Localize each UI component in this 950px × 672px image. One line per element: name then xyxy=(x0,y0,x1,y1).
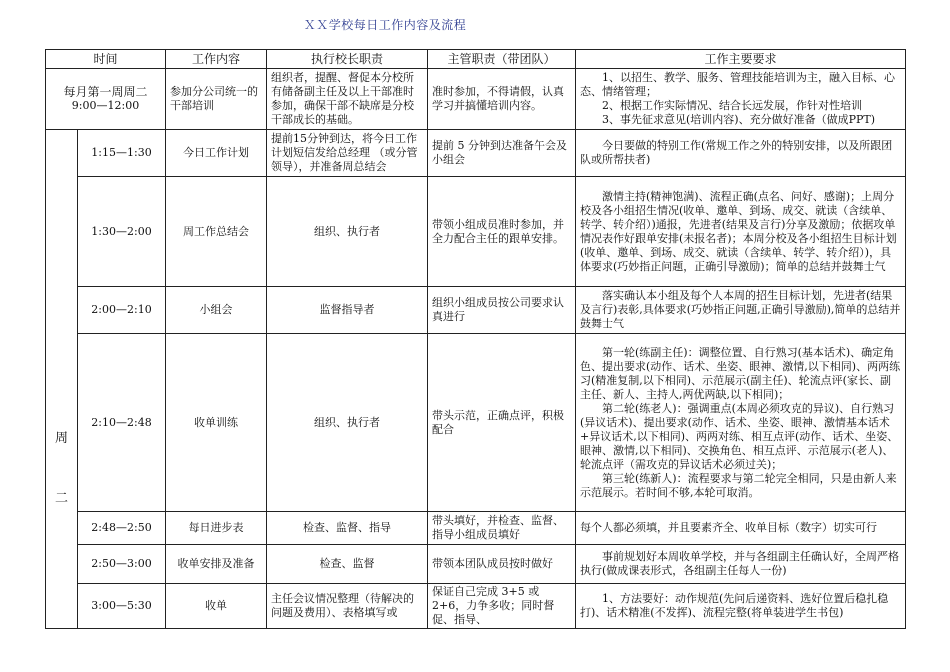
table-row xyxy=(46,177,906,287)
header-time: 时间 xyxy=(46,50,166,69)
table-row xyxy=(46,545,906,584)
row-requirements: 1、方法要好：动作规范(先问后递资料、选好位置后稳扎稳打)、话术精准(不发挥)、流程完整(将单装进学生书包) xyxy=(576,584,906,629)
table-row xyxy=(46,130,906,177)
row-requirements: 激情主持(精神饱满)、流程正确(点名、问好、感谢)；上周分校及各小组招生情况(收单、邀单、到场、成交、就读（含续单、转学、转介绍）)通报，先进者(结果及言行)分享及激励；依据攻单情况表作好跟单安排(未报名者)；本周分校及各小组招生目标计划(收单、邀单、到场、成交、就读（含续单、转学、转介绍）)，具体要求(巧妙指正问题，正确引导激励)；简单的总结并鼓舞士气 xyxy=(576,177,906,287)
training-time-line2: 9:00—12:00 xyxy=(71,99,140,112)
row-time: 3:00—5:30 xyxy=(78,584,166,629)
table-row xyxy=(46,287,906,334)
row-content: 收单安排及准备 xyxy=(166,545,267,584)
row-content: 收单 xyxy=(166,584,267,629)
table-row xyxy=(46,334,906,512)
row-content: 周工作总结会 xyxy=(166,177,267,287)
row-requirements: 落实确认本小组及每个人本周的招生目标计划，先进者(结果及言行)表彰,具体要求(巧妙指正问题,正确引导激励),简单的总结并鼓舞士气 xyxy=(576,287,906,334)
training-content: 参加分公司统一的干部培训 xyxy=(166,69,267,130)
row-time: 2:00—2:10 xyxy=(78,287,166,334)
training-principal: 组织者，提醒、督促本分校所有储备副主任及以上干部准时参加，确保干部不缺席是分校干部成长的基础。 xyxy=(267,69,428,130)
schedule-table xyxy=(45,49,906,629)
header-row xyxy=(46,50,906,69)
row-content: 小组会 xyxy=(166,287,267,334)
row-supervisor: 组织小组成员按公司要求认真进行 xyxy=(428,287,576,334)
table-row-training xyxy=(46,69,906,130)
row-time: 2:48—2:50 xyxy=(78,512,166,545)
row-principal: 组织、执行者 xyxy=(267,334,428,512)
row-requirements: 今日要做的特别工作(常规工作之外的特别安排，以及所跟团队或所帮扶者) xyxy=(576,130,906,177)
header-content: 工作内容 xyxy=(166,50,267,69)
row-supervisor: 带头填好，并检查、监督、指导小组成员填好 xyxy=(428,512,576,545)
row-supervisor: 保证自己完成 3+5 或 2+6，力争多收；同时督促、指导、 xyxy=(428,584,576,629)
row-principal: 检查、监督 xyxy=(267,545,428,584)
row-principal: 监督指导者 xyxy=(267,287,428,334)
row-supervisor: 带头示范，正确点评，积极配合 xyxy=(428,334,576,512)
day-label-cell xyxy=(46,130,78,629)
row-principal: 组织、执行者 xyxy=(267,177,428,287)
header-supervisor: 主管职责（带团队） xyxy=(428,50,576,69)
row-time: 2:50—3:00 xyxy=(78,545,166,584)
training-supervisor: 准时参加，不得请假，认真学习并搞懂培训内容。 xyxy=(428,69,576,130)
day-label-char2: 二 xyxy=(54,491,68,506)
row-content: 每日进步表 xyxy=(166,512,267,545)
row-content: 收单训练 xyxy=(166,334,267,512)
header-requirements: 工作主要要求 xyxy=(576,50,906,69)
table-row xyxy=(46,584,906,629)
training-time-line1: 每月第一周周二 xyxy=(63,85,148,99)
document-title: ＸＸ学校每日工作内容及流程 xyxy=(303,18,467,32)
table-row xyxy=(46,512,906,545)
training-time-cell xyxy=(46,69,166,130)
row-principal: 检查、监督、指导 xyxy=(267,512,428,545)
row-principal: 主任会议情况整理（待解决的问题及费用）、表格填写或 xyxy=(267,584,428,629)
row-requirements: 第一轮(练副主任)：调整位置、自行熟习(基本话术)、确定角色、提出要求(动作、话术、坐姿、眼神、激情,以下相同)、两两练习(精准复制,以下相同)、示范展示(副主任)、轮流点评(家长、副主任、新人、主持人,两优两缺,以下相同)； 第二轮(练老人)：强调重点(本周必须攻克的异议)、自行熟习(异议话术)、提出要求(动作、话术、坐姿、眼神、激情基本话术+异议话术,以下相同)、两两对练、相互点评(动作、话术、坐姿、眼神、激情,以下相同)、交换角色、相互点评、示范展示(老人)、轮流点评（需攻克的异议话术必须过关)； 第三轮(练新人)：流程要求与第二轮完全相同，只是由新人来示范展示。若时间不够,本轮可取消。 xyxy=(576,334,906,512)
row-supervisor: 提前 5 分钟到达准备午会及小组会 xyxy=(428,130,576,177)
day-label-char1: 周 xyxy=(54,431,68,446)
row-principal: 提前15分钟到达，将今日工作计划短信发给总经理 （或分管领导），并准备周总结会 xyxy=(267,130,428,177)
row-requirements: 每个人都必须填，并且要素齐全、收单目标（数字）切实可行 xyxy=(576,512,906,545)
training-requirements: 1、以招生、教学、服务、管理技能培训为主，融入目标、心态、情绪管理； 2、根据工作实际情况、结合长远发展，作针对性培训 3、事先征求意见(培训内容)、充分做好准备（做成PPT) xyxy=(576,69,906,130)
row-supervisor: 带领本团队成员按时做好 xyxy=(428,545,576,584)
row-time: 1:15—1:30 xyxy=(78,130,166,177)
row-time: 1:30—2:00 xyxy=(78,177,166,287)
row-time: 2:10—2:48 xyxy=(78,334,166,512)
row-requirements: 事前规划好本周收单学校，并与各组副主任确认好，全周严格执行(做成课表形式，各组副主任每人一份) xyxy=(576,545,906,584)
row-content: 今日工作计划 xyxy=(166,130,267,177)
row-supervisor: 带领小组成员准时参加，并全力配合主任的跟单安排。 xyxy=(428,177,576,287)
header-principal: 执行校长职责 xyxy=(267,50,428,69)
